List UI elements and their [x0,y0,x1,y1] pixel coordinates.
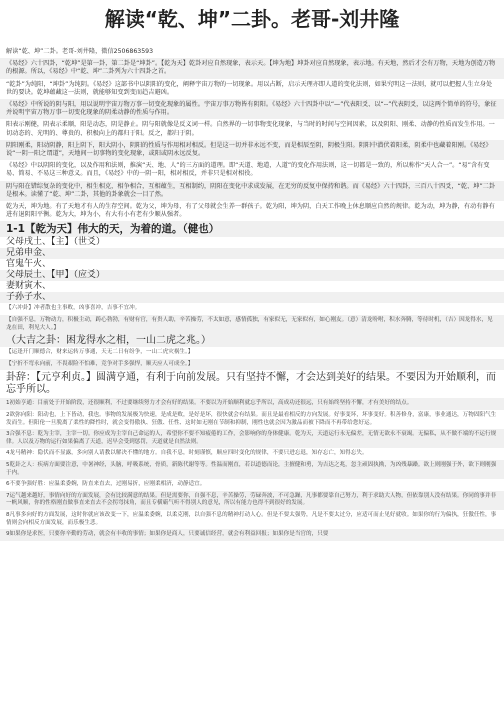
paragraph-1: 《易经》六十四卦，“乾坤”是第一卦，第二卦是“坤卦”。【乾为天】乾卦对应自然现象，表示天。【坤为地】坤卦对应自然现象，表示地。有天地，然后才会有万物，天地为创造万物的根源。所以，《易经》中“乾、坤”二卦列为六十四卦之首。 [0,58,504,78]
item-9: 9如果你是求医，只要你辛勤的劳动，就会有丰收的事情；如果你是商人，只要诚信经营，就会有利益回报；如果你是当官的，只要 [0,529,504,541]
page-title: 解读“乾、坤”二卦。老哥-刘井隆 [104,7,400,31]
item-1: 1初始亨通：目前处于开始阶段，还很顺利，不过要继续努力才会有好的结果。不要以为开始顺利就忘乎所以，高成功还很远，只有始终坚持不懈，才有美好的结点。 [0,398,504,410]
paragraph-4: 阳表示刚健，阴表示柔顺，阳是动态，阴是静止。阴与阳就像是反义词一样。自然界的一切事物变化现象，与当时的时间与空间因素，以及阴阳、刚柔、动静的性质而发生作用。一切动态的、光明的、尊贵的、积极向上的都归于阳。反之，都归于阴。 [6,121,495,137]
yao-line-5: 妻财寅木、 [6,281,52,292]
item-5: 5乾卦之人：疾病方面要注意，中暑神经，头脑，呼吸系统，骨质，新陈代谢等等。性温而刚直，若以道德而论，主擅健和勇，为吉达之兆，忽主顽固执拗，为凶残暴躁。欲上则刚强于外，欲下则刚强于内。 [0,460,504,479]
yao-line-1: 父母戌土、【主】（世爻） [6,237,106,248]
item-3: 3合强不息：乾为主宰，主宰一切。你应成为主宰自己命运的人，希望你不要不知疲倦的工作，会影响你的身体健康。乾为天，天道运行永无偏差，无情无欲永不衰竭。无偏私，从不做不端的不运行规律。人以及万物的运行如果偏离了天道，迟早会受到惩罚，天道就是自然法则。 [0,429,504,448]
author-line: 解读“乾、坤”二卦。老哥-刘井隆，微信2506863593 [6,48,154,55]
item-2: 2欲弥向阳：阳动也，上下皆动，我也。事物的发展极为快速，是成是败，是好是坏，很快就会有结果。而且是最看相反的方向发展。好事变坏，坏事变好。积善修身，富康，事业通达，万物固阳气生发而生。但阳伦一旦脱离了柔性的降性时，就会变得傲执、狂傲、任性、这时如无刚在节制和抑制，刚性也就会因为激品而被下降而不再带给您好运。 [6,412,497,426]
item-8: 8凡事多向好的方面发展，这时你就应该改变一下，应温柔委婉，以柔克刚，以自强不息的精神打动人心。但是不要太强势，凡是不要太过分，应适可而止见好就收。如果你的行为偏执，狂傲任性，事情则会向相反方面发展，而乐极生悲。 [6,511,497,526]
yao-line-6: 子孙子水、 [0,292,504,303]
yao-line-3: 官鬼午火、 [6,259,52,270]
item-4: 4龙马精神：隐伏而不显露，多向别人请教以解决不懂的地方。自我不息，时刻谨慎，顺应四时变化的规律，不要只进忘退，知存忘亡，知得忘失。 [6,450,368,457]
yao-line-2: 兄弟申金、 [0,248,504,259]
paragraph-10: 【运逢开门顺德合，财来运转万事通，天无二日有纷争，一山二虎灾祸生。】 [6,349,194,356]
gua-ci: 卦辞：【元亨利贞。】圆满亨通，有利于向前发展。只有坚持不懈，才会达到美好的结果。不要因为开始顺利，而忘乎所以。 [6,372,496,396]
paragraph-6: 《易经》中以阴阳的变化，以及作用和法则，推演“天、地、人”的三方面的道理。即“天道、地道，人道”的变化作用法则，这一切都是一致的，所以称作“天人合一”。“易”含有变易、简易、不易这三种意义。而且，《易经》中的一阴一阳，相对相反，并非只是相对相役。 [6,162,490,178]
paragraph-7: 阴与阳在错综复杂的变化中，相生相克，相争相合，互相蕴生，互相制约，阴阳在变化中求成发展，在无穷的反复中保持和谐。而《易经》六十四卦，三百八十四爻，“乾、坤”二卦是根本。读懂了“乾、坤”二卦，其他的卦象就会一目了然。 [0,181,504,201]
paragraph-11: 【宁折不弯永向前，不畏艰险不怕难，竞争对手多强悍，顺天应人可成全。】 [0,359,504,371]
note-line: 【六冲卦】冲者散也主事败，凶事喜冲，吉事不宜冲。 [6,305,141,312]
yao-line-4: 父母辰土、【甲】（应爻） [0,270,504,281]
item-6: 6不要争强好胜：应温柔委婉，防直来直去，过刚易折，应刚柔相济，动静适宜。 [6,481,206,488]
paragraph-2: “乾卦”为纯阳，“坤卦”为纯阴。《易经》这部书中以阴阳的变化，阐释宇宙万物的一切现象。用以占断，启示天理亦即人道的变化法则，如果究明这一法则，就可以把握人生立身处世的要诀。乾坤蕴藏这一法则，就能够知变到变而趋吉避凶。 [6,80,493,96]
item-7: 7运气越来越好，事情向好的方面发展，会有比较满意的结果。但是需要你，自强不息，辛苦操劳，劳碌奔波，不可急躁，凡事都要靠自己努力，利于求助大人物，但依靠别人没有结果。你同的事并非一帆风顺，你的性格刚直做事直来直去不会拐弯抹角，而且专横霸气听不得别人的意见，所以有能力也得不到很好的发展。 [0,491,504,510]
subheading-auspicious: （大吉之卦：困龙得水之相，一山二虎之兆。） [0,334,504,347]
paragraph-5: 阴阳刚柔，阳动阴静，阳上阴下，阳大阴小，阴阳的性质与作用相对相反。但是这一切并非永远不变，而是相辰至阴，阴极生阳。阴阳中潜伏着阳柔，阴柔中也藏着阳刚。《易经》说“一阴一阳之谓道”，天地间一切事物的变化现象，或阳或阴永远反复。 [0,140,504,160]
hexagram-heading: 1-1【乾为天】伟大的天，为着的道。（健也） [0,221,504,237]
paragraph-3: 《易经》中所说的阴与阳，用以说明宇宙万物万事一切变化现象的属性。宇宙万事万物皆有阴阳。《易经》六十四卦中以“—”代表阳爻、以“--”代表阴爻，以这两个简单的符号，象征并说明宇宙万物万事一切变化现象的阴柔动静的性质与作用。 [0,99,504,119]
paragraph-8: 乾为天，坤为地。有了天地才有人的生存空间。乾为父，坤为母，有了父母就会生养一群孩子。乾为阳，坤为阴，白天工作晚上休息顺应自然的规律。乾为动，坤为静，有动有静有进有退阴阳平衡。乾为大，坤为小，有大有小有老有少顺从强者。 [6,203,495,219]
paragraph-9: 【自强不息，万物动力，积极主动，踌心勃勃，有财有官，有贵人助，辛苦操劳，不太如意，感情孤独，有家似无，无家似有，如心刚友。（意）清龙吩咐，积水奔腾，等待时机，（吉）因龙得水，见龙在田，利见大人。】 [0,315,504,334]
